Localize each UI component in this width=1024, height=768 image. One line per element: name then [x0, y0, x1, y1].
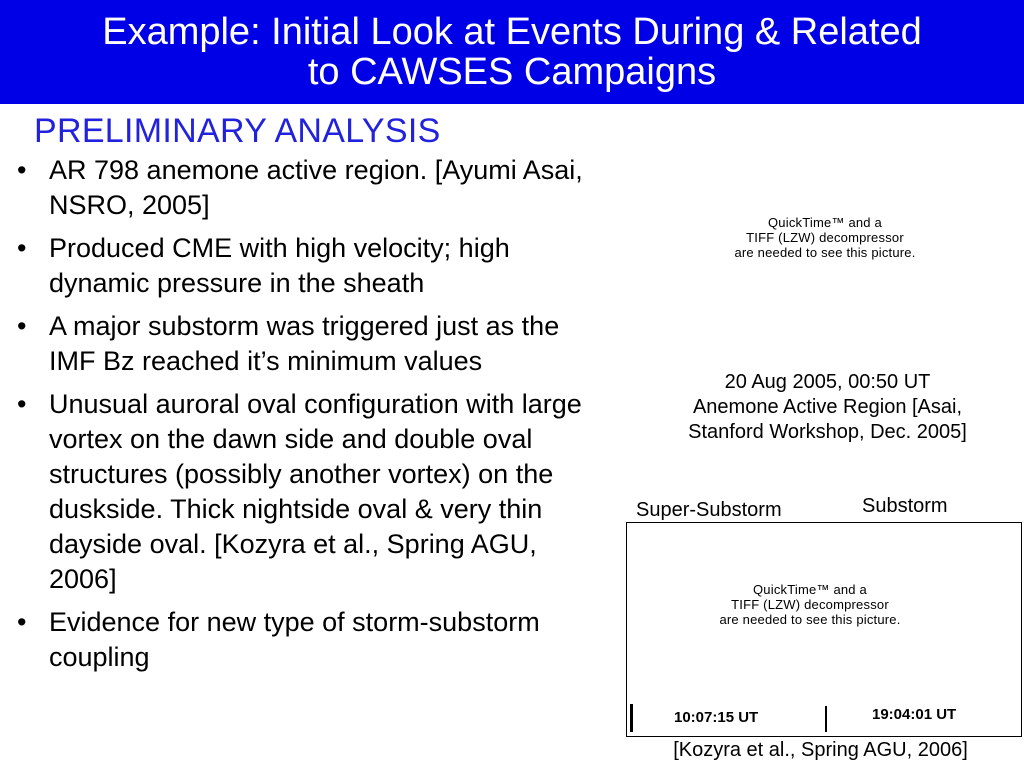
time-label-left: 10:07:15 UT	[674, 709, 759, 726]
bullet-item	[0, 153, 610, 223]
image-placeholder-bottom	[680, 582, 940, 627]
bullet-text: Unusual auroral oval configuration with large vortex on the dawn side and double oval structures (possibly another vortex) on the duskside. Thick nightside oval & very thin dayside oval. [Kozyra et al., Spring AGU, 2006]	[49, 389, 582, 594]
bullet-text: Evidence for new type of storm-substorm coupling	[49, 607, 540, 672]
placeholder-line-1: QuickTime™ and a	[768, 215, 882, 230]
bullet-marker: •	[17, 233, 27, 263]
image-placeholder-top	[690, 215, 960, 260]
caption-line-3: Stanford Workshop, Dec. 2005]	[688, 421, 967, 443]
caption-line-1: 20 Aug 2005, 00:50 UT	[724, 371, 931, 393]
placeholder-line-2: TIFF (LZW) decompressor	[746, 230, 904, 245]
slide-title	[0, 0, 1024, 104]
bullet-list	[0, 153, 610, 683]
caption-line-2: Anemone Active Region [Asai,	[692, 396, 963, 418]
timeline-marker-left	[630, 704, 633, 732]
slide-subtitle: PRELIMINARY ANALYSIS	[34, 112, 441, 150]
placeholder-line-3: are needed to see this picture.	[719, 612, 901, 627]
super-substorm-label: Super-Substorm	[636, 499, 782, 521]
placeholder-line-2: TIFF (LZW) decompressor	[731, 597, 889, 612]
bullet-item	[0, 387, 610, 597]
bullet-marker: •	[17, 389, 27, 419]
bullet-marker: •	[17, 607, 27, 637]
bullet-text: Produced CME with high velocity; high dynamic pressure in the sheath	[49, 233, 510, 298]
bullet-text: AR 798 anemone active region. [Ayumi Asai, NSRO, 2005]	[49, 155, 583, 220]
bullet-marker: •	[17, 311, 27, 341]
substorm-label: Substorm	[862, 495, 948, 517]
bullet-item	[0, 309, 610, 379]
citation-caption: [Kozyra et al., Spring AGU, 2006]	[673, 739, 968, 761]
image-caption-top	[630, 370, 1024, 445]
movie-frame	[626, 522, 1022, 737]
slide-title-line-1: Example: Initial Look at Events During & Related	[102, 11, 922, 53]
bullet-text: A major substorm was triggered just as the IMF Bz reached it’s minimum values	[49, 311, 560, 376]
timeline-marker-right	[825, 706, 827, 732]
bullet-item	[0, 605, 610, 675]
placeholder-line-1: QuickTime™ and a	[753, 582, 867, 597]
slide-title-line-2: to CAWSES Campaigns	[307, 51, 717, 93]
time-label-right: 19:04:01 UT	[872, 706, 957, 723]
bullet-marker: •	[17, 155, 27, 185]
placeholder-line-3: are needed to see this picture.	[734, 245, 916, 260]
bullet-item	[0, 231, 610, 301]
